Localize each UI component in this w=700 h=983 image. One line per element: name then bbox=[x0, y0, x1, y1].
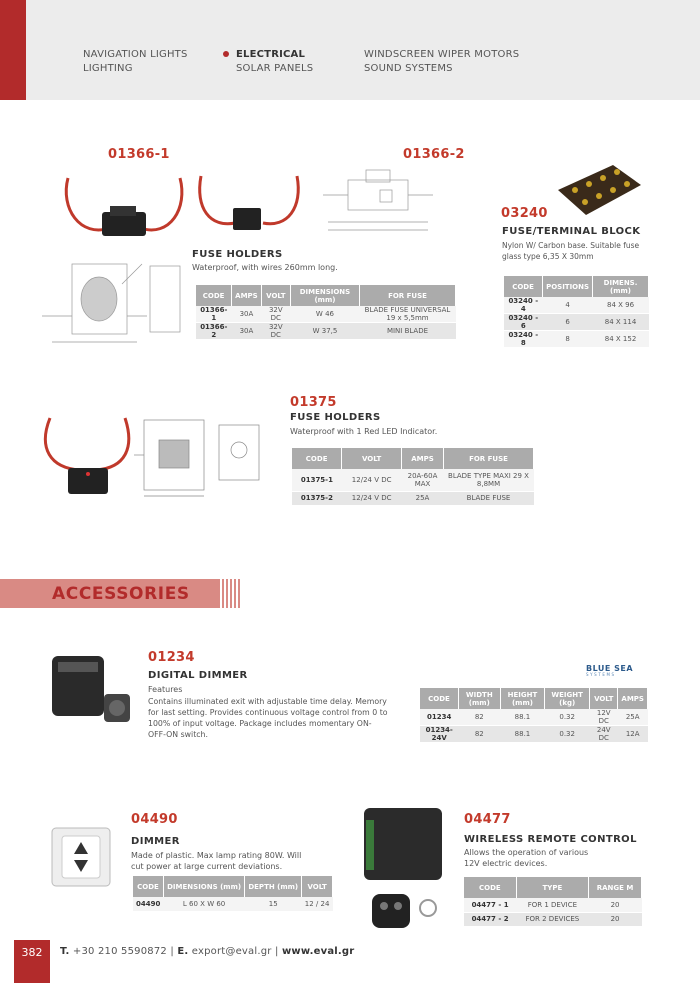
cell-amps: 30A bbox=[232, 306, 262, 323]
product-code-01366-1: 01366-1 bbox=[108, 147, 170, 162]
cell-for-fuse: BLADE FUSE bbox=[444, 491, 534, 505]
cell-code: 04490 bbox=[133, 897, 163, 911]
table-row bbox=[196, 323, 456, 340]
col-volt: VOLT bbox=[590, 688, 618, 709]
desc-fuse-holders-01366: Waterproof, with wires 260mm long. bbox=[192, 263, 338, 272]
product-code-04490: 04490 bbox=[131, 812, 178, 827]
desc-fuse-holders-01375: Waterproof with 1 Red LED Indicator. bbox=[290, 427, 438, 436]
nav-solar-panels[interactable]: SOLAR PANELS bbox=[236, 63, 314, 74]
table-row bbox=[464, 912, 642, 926]
email-label: E. bbox=[177, 946, 189, 957]
cell-code: 04477 - 2 bbox=[464, 912, 516, 926]
cell-type: FOR 2 DEVICES bbox=[516, 912, 588, 926]
col-code: CODE bbox=[504, 276, 543, 297]
phone-number[interactable]: +30 210 5590872 bbox=[72, 946, 167, 957]
nav-navigation-lights[interactable]: NAVIGATION LIGHTS bbox=[83, 49, 188, 60]
terminal-block-image bbox=[553, 160, 643, 220]
desc-remote-line1: Allows the operation of various bbox=[464, 848, 589, 857]
cell-height: 88.1 bbox=[500, 726, 545, 743]
product-code-01234: 01234 bbox=[148, 650, 195, 665]
col-depth: DEPTH (mm) bbox=[245, 876, 302, 897]
table-digital-dimmer bbox=[420, 688, 648, 743]
col-volt: VOLT bbox=[261, 285, 290, 306]
cell-code: 03240 - 8 bbox=[504, 331, 543, 348]
cell-volt: 24V DC bbox=[590, 726, 618, 743]
cell-volt: 12V DC bbox=[590, 709, 618, 726]
desc-dimmer-line2: cut power at large current deviations. bbox=[131, 862, 283, 871]
email-link[interactable]: export@eval.gr bbox=[191, 946, 272, 957]
col-type: TYPE bbox=[516, 877, 588, 898]
cell-amps: 25A bbox=[402, 491, 444, 505]
digital-dimmer-desc-line4: OFF-ON switch. bbox=[148, 730, 208, 739]
col-amps: AMPS bbox=[232, 285, 262, 306]
col-weight: WEIGHT (kg) bbox=[545, 688, 590, 709]
cell-positions: 8 bbox=[543, 331, 593, 348]
brand-sub: SYSTEMS bbox=[586, 672, 616, 677]
cell-for-fuse: MINI BLADE bbox=[360, 323, 456, 340]
title-fuse-holders-01375: FUSE HOLDERS bbox=[290, 412, 381, 423]
cell-code: 01234-24V bbox=[420, 726, 458, 743]
title-wireless-remote: WIRELESS REMOTE CONTROL bbox=[464, 834, 637, 845]
cell-amps: 30A bbox=[232, 323, 262, 340]
cell-amps: 20A-60A MAX bbox=[402, 469, 444, 491]
nav-lighting[interactable]: LIGHTING bbox=[83, 63, 133, 74]
col-code: CODE bbox=[196, 285, 232, 306]
cell-volt: 12 / 24 bbox=[302, 897, 333, 911]
cell-dimens: 84 X 114 bbox=[593, 314, 649, 331]
fuse-holder-01366-1-image bbox=[60, 168, 190, 243]
footer-separator: | bbox=[170, 946, 174, 957]
col-range: RANGE M bbox=[589, 877, 642, 898]
cell-dimensions: L 60 X W 60 bbox=[163, 897, 244, 911]
cell-volt: 32V DC bbox=[261, 306, 290, 323]
fuse-holder-01366-2-drawing bbox=[318, 160, 436, 240]
cell-code: 01234 bbox=[420, 709, 458, 726]
table-row bbox=[292, 469, 534, 491]
col-height: HEIGHT (mm) bbox=[500, 688, 545, 709]
table-row bbox=[504, 331, 649, 348]
desc-remote-line2: 12V electric devices. bbox=[464, 859, 548, 868]
table-fuse-holders-01366 bbox=[196, 285, 456, 340]
col-dimensions: DIMENSIONS (mm) bbox=[163, 876, 244, 897]
cell-amps: 25A bbox=[618, 709, 648, 726]
accessories-heading: ACCESSORIES bbox=[52, 584, 190, 604]
cell-code: 01366-2 bbox=[196, 323, 232, 340]
cell-height: 88.1 bbox=[500, 709, 545, 726]
desc-terminal-block-line1: Nylon W/ Carbon base. Suitable fuse bbox=[502, 241, 640, 250]
fuse-holder-01366-2-image bbox=[195, 168, 305, 243]
cell-code: 01375-1 bbox=[292, 469, 342, 491]
cell-weight: 0.32 bbox=[545, 709, 590, 726]
cell-dimens: 84 X 96 bbox=[593, 297, 649, 314]
digital-dimmer-desc-line2: for last setting. Provides continuous voltage control from 0 to bbox=[148, 708, 388, 717]
col-volt: VOLT bbox=[342, 448, 402, 469]
col-for-fuse: FOR FUSE bbox=[360, 285, 456, 306]
cell-dimens: 84 X 152 bbox=[593, 331, 649, 348]
fuse-holder-01375-drawing bbox=[134, 410, 284, 502]
table-wireless-remote bbox=[464, 877, 642, 927]
title-dimmer: DIMMER bbox=[131, 836, 180, 847]
active-nav-dot-icon bbox=[223, 51, 229, 57]
col-code: CODE bbox=[464, 877, 516, 898]
dimmer-switch-image bbox=[50, 826, 112, 888]
brand-name: BLUE SEA bbox=[586, 664, 634, 673]
col-code: CODE bbox=[133, 876, 163, 897]
header-accent bbox=[0, 0, 26, 100]
accessories-banner-stripes bbox=[222, 579, 240, 608]
website-link[interactable]: www.eval.gr bbox=[281, 946, 355, 957]
cell-dimensions: W 46 bbox=[290, 306, 359, 323]
blue-sea-logo bbox=[586, 664, 633, 677]
table-row bbox=[196, 306, 456, 323]
nav-windscreen-wiper-motors[interactable]: WINDSCREEN WIPER MOTORS bbox=[364, 49, 520, 60]
cell-for-fuse: BLADE TYPE MAXI 29 X 8,8MM bbox=[444, 469, 534, 491]
fuse-holder-01366-1-drawing bbox=[42, 254, 182, 350]
cell-code: 01375-2 bbox=[292, 491, 342, 505]
footer-separator: | bbox=[274, 946, 279, 957]
col-code: CODE bbox=[420, 688, 458, 709]
cell-code: 03240 - 6 bbox=[504, 314, 543, 331]
table-row bbox=[464, 898, 642, 912]
cell-range: 20 bbox=[589, 912, 642, 926]
desc-dimmer-line1: Made of plastic. Max lamp rating 80W. Will bbox=[131, 851, 302, 860]
cell-volt: 12/24 V DC bbox=[342, 491, 402, 505]
product-code-04477: 04477 bbox=[464, 812, 511, 827]
cell-positions: 6 bbox=[543, 314, 593, 331]
col-volt: VOLT bbox=[302, 876, 333, 897]
cell-width: 82 bbox=[458, 726, 500, 743]
col-amps: AMPS bbox=[618, 688, 648, 709]
phone-label: T. bbox=[60, 946, 70, 957]
table-row bbox=[292, 491, 534, 505]
page-number: 382 bbox=[21, 946, 43, 959]
table-row bbox=[133, 897, 333, 911]
table-row bbox=[504, 297, 649, 314]
col-width: WIDTH (mm) bbox=[458, 688, 500, 709]
title-fuse-holders-01366: FUSE HOLDERS bbox=[192, 249, 283, 260]
cell-code: 01366-1 bbox=[196, 306, 232, 323]
cell-weight: 0.32 bbox=[545, 726, 590, 743]
col-code: CODE bbox=[292, 448, 342, 469]
cell-dimensions: W 37,5 bbox=[290, 323, 359, 340]
fuse-holder-01375-image bbox=[40, 408, 135, 508]
cell-range: 20 bbox=[589, 898, 642, 912]
cell-code: 04477 - 1 bbox=[464, 898, 516, 912]
title-terminal-block: FUSE/TERMINAL BLOCK bbox=[502, 226, 641, 237]
table-fuse-holders-01375 bbox=[292, 448, 534, 506]
product-code-01375: 01375 bbox=[290, 395, 337, 410]
cell-amps: 12A bbox=[618, 726, 648, 743]
product-code-03240: 03240 bbox=[501, 206, 548, 221]
digital-dimmer-image bbox=[44, 648, 144, 726]
cell-volt: 12/24 V DC bbox=[342, 469, 402, 491]
cell-for-fuse: BLADE FUSE UNIVERSAL 19 x 5,5mm bbox=[360, 306, 456, 323]
col-for-fuse: FOR FUSE bbox=[444, 448, 534, 469]
cell-code: 03240 - 4 bbox=[504, 297, 543, 314]
footer-contact bbox=[60, 946, 354, 957]
table-row bbox=[504, 314, 649, 331]
table-terminal-block bbox=[504, 276, 649, 348]
col-positions: POSITIONS bbox=[543, 276, 593, 297]
nav-electrical[interactable]: ELECTRICAL bbox=[236, 49, 306, 60]
table-dimmer bbox=[133, 876, 333, 912]
product-code-01366-2: 01366-2 bbox=[403, 147, 465, 162]
table-row bbox=[420, 709, 648, 726]
nav-sound-systems[interactable]: SOUND SYSTEMS bbox=[364, 63, 453, 74]
desc-terminal-block-line2: glass type 6,35 X 30mm bbox=[502, 252, 594, 261]
digital-dimmer-desc-line1: Contains illuminated exit with adjustable time delay. Memory bbox=[148, 697, 387, 706]
digital-dimmer-desc-line3: 100% of input voltage. Package includes momentary ON- bbox=[148, 719, 372, 728]
cell-positions: 4 bbox=[543, 297, 593, 314]
wireless-remote-image bbox=[360, 804, 446, 934]
col-dimensions: DIMENSIONS (mm) bbox=[290, 285, 359, 306]
col-dimens: DIMENS. (mm) bbox=[593, 276, 649, 297]
cell-type: FOR 1 DEVICE bbox=[516, 898, 588, 912]
col-amps: AMPS bbox=[402, 448, 444, 469]
cell-depth: 15 bbox=[245, 897, 302, 911]
table-row bbox=[420, 726, 648, 743]
title-digital-dimmer: DIGITAL DIMMER bbox=[148, 670, 248, 681]
cell-volt: 32V DC bbox=[261, 323, 290, 340]
digital-dimmer-features-label: Features bbox=[148, 685, 183, 694]
cell-width: 82 bbox=[458, 709, 500, 726]
